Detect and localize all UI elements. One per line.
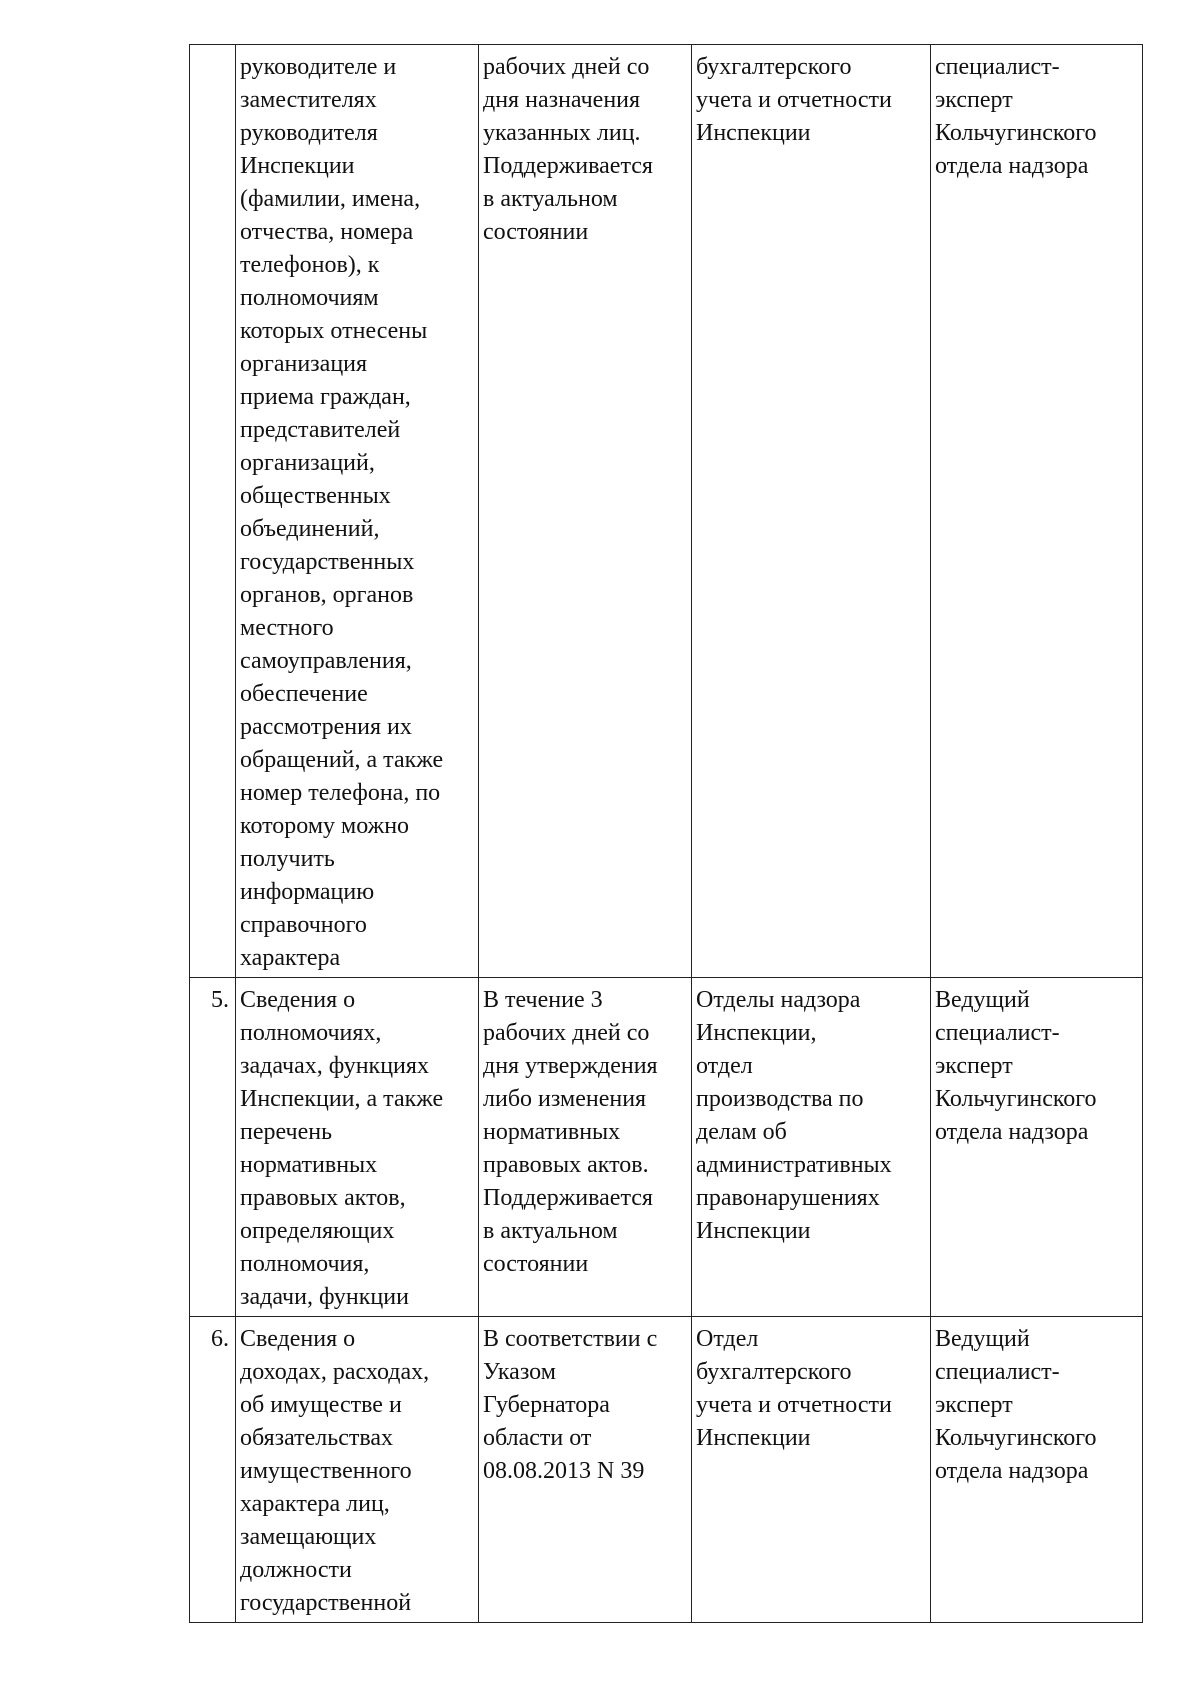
table-row-6 [190, 1317, 1143, 1623]
document-table [189, 44, 1143, 1623]
info-description-cell: Сведения о доходах, расходах, об имуществе и обязательствах имущественного характера лиц, замещающих должности государственной [236, 1317, 479, 1623]
table-row-5 [190, 978, 1143, 1317]
table-row-continuation [190, 45, 1143, 978]
info-description-cell: Сведения о полномочиях, задачах, функциях Инспекции, а также перечень нормативных правовых актов, определяющих полномочия, задачи, функции [236, 978, 479, 1317]
responsible-official-cell: специалист- эксперт Кольчугинского отдела надзора [931, 45, 1143, 978]
responsible-official-cell: Ведущий специалист- эксперт Кольчугинского отдела надзора [931, 978, 1143, 1317]
responsible-department-cell: бухгалтерского учета и отчетности Инспекции [692, 45, 931, 978]
responsible-department-cell: Отдел бухгалтерского учета и отчетности Инспекции [692, 1317, 931, 1623]
placement-period-cell: рабочих дней со дня назначения указанных лиц. Поддерживается в актуальном состоянии [479, 45, 692, 978]
row-number-cell [190, 45, 236, 978]
row-number-cell: 6. [190, 1317, 236, 1623]
info-description-cell: руководителе и заместителях руководителя Инспекции (фамилии, имена, отчества, номера телефонов), к полномочиям которых отнесены организация приема граждан, представителей организаций, общественных объединений, государственных органов, органов местного самоуправления, обеспечение рассмотрения их обращений, а также номер телефона, по которому можно получить информацию справочного характера [236, 45, 479, 978]
responsible-official-cell: Ведущий специалист- эксперт Кольчугинского отдела надзора [931, 1317, 1143, 1623]
placement-period-cell: В течение 3 рабочих дней со дня утверждения либо изменения нормативных правовых актов. Поддерживается в актуальном состоянии [479, 978, 692, 1317]
placement-period-cell: В соответствии с Указом Губернатора области от 08.08.2013 N 39 [479, 1317, 692, 1623]
responsible-department-cell: Отделы надзора Инспекции, отдел производства по делам об административных правонарушениях Инспекции [692, 978, 931, 1317]
row-number-cell: 5. [190, 978, 236, 1317]
